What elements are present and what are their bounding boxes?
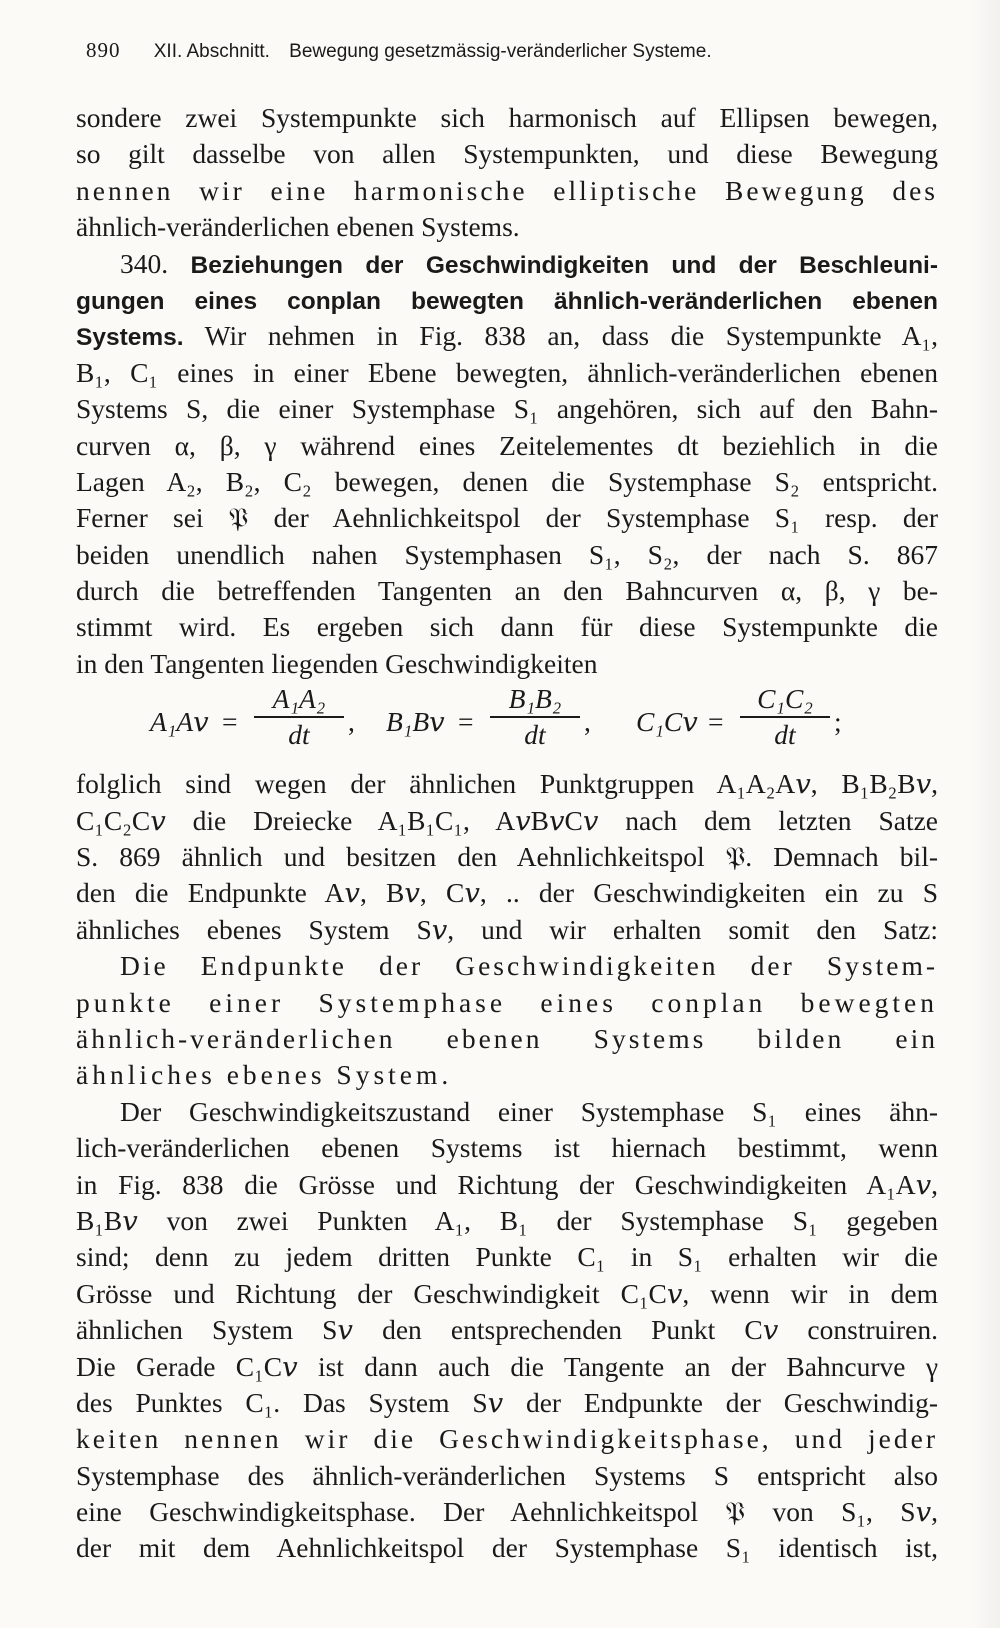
section-title-part: gungen eines conplan bewegten ähnlich-veränderlichen ebenen (76, 287, 938, 315)
text-line: des Punktes C₁. Das System S𝑣 der Endpunkte der Geschwindig- (76, 1386, 938, 1418)
theorem-line: Die Endpunkte der Geschwindigkeiten der System- (120, 950, 938, 982)
equals-sign: = (222, 706, 238, 738)
text-line: B₁, C₁ eines in einer Ebene bewegten, ähnlich-veränderlichen ebenen (76, 356, 938, 388)
text-line: eine Geschwindigkeitsphase. Der Aehnlichkeitspol 𝔓 von S₁, S𝑣, (76, 1496, 938, 1528)
text-line: S. 869 ähnlich und besitzen den Aehnlichkeitspol 𝔓. Demnach bil- (76, 841, 938, 873)
text-line: C₁C₂C𝑣 die Dreiecke A₁B₁C₁, A𝑣B𝑣C𝑣 nach dem letzten Satze (76, 804, 938, 836)
punctuation: , (584, 706, 591, 738)
equals-sign: = (458, 706, 474, 738)
text-line: curven α, β, γ während eines Zeitelementes dt beziehlich in die (76, 429, 938, 461)
theorem-line: punkte einer Systemphase eines conplan bewegten (76, 986, 938, 1018)
section-heading-line (76, 246, 938, 282)
text-line: Systemphase des ähnlich-veränderlichen Systems S entspricht also (76, 1459, 938, 1491)
text-line: B₁B𝑣 von zwei Punkten A₁, B₁ der Systemphase S₁ gegeben (76, 1204, 938, 1236)
punctuation: , (348, 706, 355, 738)
text-line: stimmt wird. Es ergeben sich dann für diese Systempunkte die (76, 611, 938, 643)
text-line: der mit dem Aehnlichkeitspol der Systemphase S₁ identisch ist, (76, 1532, 938, 1564)
numerator: C₁C₂ (740, 682, 830, 718)
theorem-line: ähnliches ebenes System. (76, 1059, 453, 1091)
denominator: dt (524, 719, 546, 751)
text-line: in Fig. 838 die Grösse und Richtung der Geschwindigkeiten A₁A𝑣, (76, 1168, 938, 1200)
text-line: Grösse und Richtung der Geschwindigkeit C₁C𝑣, wenn wir in dem (76, 1277, 938, 1309)
numerator: A₁A₂ (254, 682, 344, 718)
text-line: ähnlich-veränderlichen ebenen Systems. (76, 211, 520, 243)
text-line: sind; denn zu jedem dritten Punkte C₁ in S₁ erhalten wir die (76, 1241, 938, 1273)
text-line: ähnlichen System S𝑣 den entsprechenden Punkt C𝑣 construiren. (76, 1314, 938, 1346)
fraction (740, 682, 830, 752)
denominator: dt (774, 719, 796, 751)
text-line: sondere zwei Systempunkte sich harmonisch auf Ellipsen bewegen, (76, 102, 938, 133)
running-title: Bewegung gesetzmässig-veränderlicher Systeme. (289, 41, 712, 62)
text-line: so gilt dasselbe von allen Systempunkten, und diese Bewegung (76, 138, 938, 170)
fraction (254, 682, 344, 752)
formula-lhs: A₁A𝑣 (150, 706, 209, 738)
text-line: Systems S, die einer Systemphase S₁ angehören, sich auf den Bahn- (76, 393, 938, 425)
text-line: beiden unendlich nahen Systemphasen S₁, S₂, der nach S. 867 (76, 538, 938, 570)
text-line: Lagen A₂, B₂, C₂ bewegen, denen die Systemphase S₂ entspricht. (76, 465, 938, 497)
fraction (490, 682, 580, 752)
section-label: XII. Abschnitt. (153, 41, 270, 62)
equals-sign: = (708, 706, 724, 738)
running-header (86, 38, 936, 63)
text-line: nennen wir eine harmonische elliptische Bewegung des (76, 174, 938, 206)
text-line: durch die betreffenden Tangenten an den Bahncurven α, β, γ be- (76, 575, 938, 607)
formula-lhs: B₁B𝑣 (386, 706, 445, 738)
denominator: dt (288, 719, 310, 751)
punctuation: ; (834, 706, 842, 738)
text-line: Der Geschwindigkeitszustand einer Systemphase S₁ eines ähn- (120, 1095, 938, 1127)
page-edge-shadow (972, 0, 1000, 1628)
text-line: folglich sind wegen der ähnlichen Punktgruppen A₁A₂A𝑣, B₁B₂B𝑣, (76, 768, 938, 800)
text-line: ähnliches ebenes System S𝑣, und wir erhalten somit den Satz: (76, 913, 938, 945)
text-line: Die Gerade C₁C𝑣 ist dann auch die Tangente an der Bahncurve γ (76, 1350, 938, 1382)
section-heading-line (76, 318, 938, 354)
section-heading-line (76, 282, 938, 318)
page-number: 890 (86, 38, 121, 62)
text-line: keiten nennen wir die Geschwindigkeitsphase, und jeder (76, 1423, 938, 1455)
text-line: Ferner sei 𝔓 der Aehnlichkeitspol der Systemphase S₁ resp. der (76, 502, 938, 534)
text-run: Wir nehmen in Fig. 838 an, dass die Systempunkte A₁, (204, 320, 938, 352)
section-number: 340. (120, 247, 169, 279)
section-title-part: Beziehungen der Geschwindigkeiten und der Beschleuni- (190, 251, 939, 279)
theorem-line: ähnlich-veränderlichen ebenen Systems bilden ein (76, 1022, 938, 1054)
text-line: lich-veränderlichen ebenen Systems ist hiernach bestimmt, wenn (76, 1132, 938, 1164)
numerator: B₁B₂ (490, 682, 580, 718)
velocity-formula (76, 682, 938, 766)
formula-lhs: C₁C𝑣 (636, 706, 698, 738)
text-line: den die Endpunkte A𝑣, B𝑣, C𝑣, .. der Geschwindigkeiten ein zu S (76, 877, 938, 909)
page-body (76, 100, 938, 1567)
text-line: in den Tangenten liegenden Geschwindigkeiten (76, 647, 598, 679)
section-title-part: Systems. (76, 324, 184, 352)
